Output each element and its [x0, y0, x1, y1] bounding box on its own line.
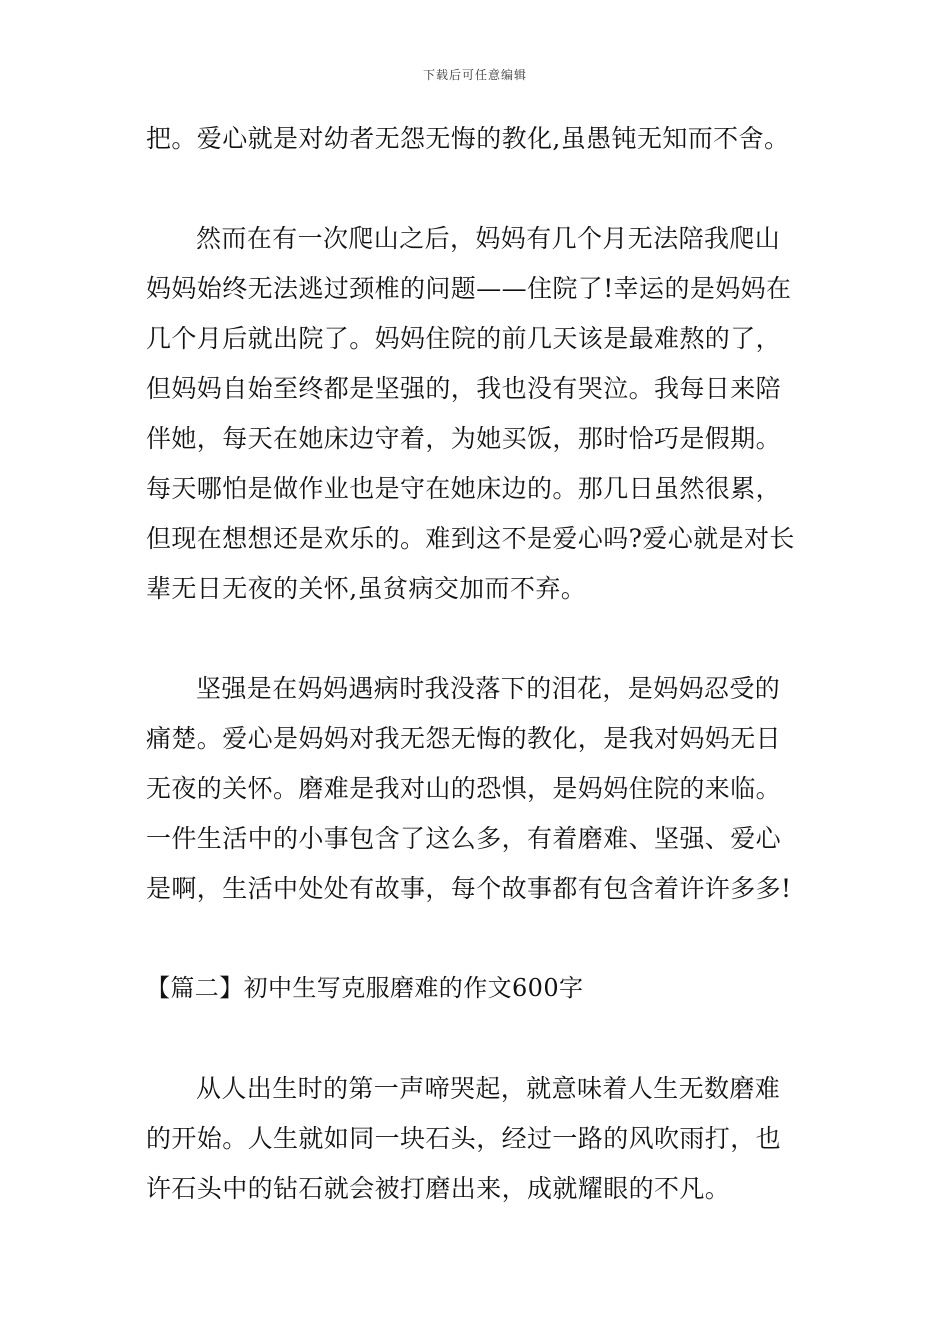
paragraph-1 — [146, 126, 806, 151]
text-line: 把。爱心就是对幼者无怨无悔的教化,虽愚钝无知而不舍。 — [146, 124, 790, 153]
text-line: 的开始。人生就如同一块石头，经过一路的风吹雨打，也 — [146, 1124, 782, 1153]
text-line: 但妈妈自始至终都是坚强的，我也没有哭泣。我每日来陪 — [146, 374, 782, 403]
text-line: 痛楚。爱心是妈妈对我无怨无悔的教化，是我对妈妈无日 — [146, 724, 782, 753]
paragraph-4 — [146, 1076, 806, 1201]
text-line: 妈妈始终无法逃过颈椎的问题——住院了!幸运的是妈妈在 — [146, 274, 792, 303]
text-line: 许石头中的钻石就会被打磨出来，成就耀眼的不凡。 — [146, 1174, 731, 1203]
document-body — [146, 126, 806, 1226]
paragraph-3 — [146, 676, 806, 901]
text-line: 从人出生时的第一声啼哭起，就意味着人生无数磨难 — [196, 1074, 781, 1103]
text-line: 但现在想想还是欢乐的。难到这不是爱心吗?爱心就是对长 — [146, 524, 795, 553]
paragraph-2 — [146, 226, 806, 601]
text-line: 无夜的关怀。磨难是我对山的恐惧，是妈妈住院的来临。 — [146, 774, 782, 803]
text-line: 几个月后就出院了。妈妈住院的前几天该是最难熬的了， — [146, 324, 782, 353]
section-heading: 【篇二】初中生写克服磨难的作文600字 — [146, 974, 584, 1002]
text-line: 是啊，生活中处处有故事，每个故事都有包含着许许多多! — [146, 874, 792, 903]
text-line: 伴她，每天在她床边守着，为她买饭，那时恰巧是假期。 — [146, 424, 782, 453]
page-header: 下载后可任意编辑 — [422, 68, 527, 82]
text-line: 坚强是在妈妈遇病时我没落下的泪花，是妈妈忍受的 — [196, 674, 781, 703]
text-line: 然而在有一次爬山之后，妈妈有几个月无法陪我爬山 — [196, 224, 781, 253]
text-line: 每天哪怕是做作业也是守在她床边的。那几日虽然很累， — [146, 474, 782, 503]
text-line: 一件生活中的小事包含了这么多，有着磨难、坚强、爱心 — [146, 824, 782, 853]
text-line: 辈无日无夜的关怀,虽贫病交加而不弃。 — [146, 574, 587, 603]
